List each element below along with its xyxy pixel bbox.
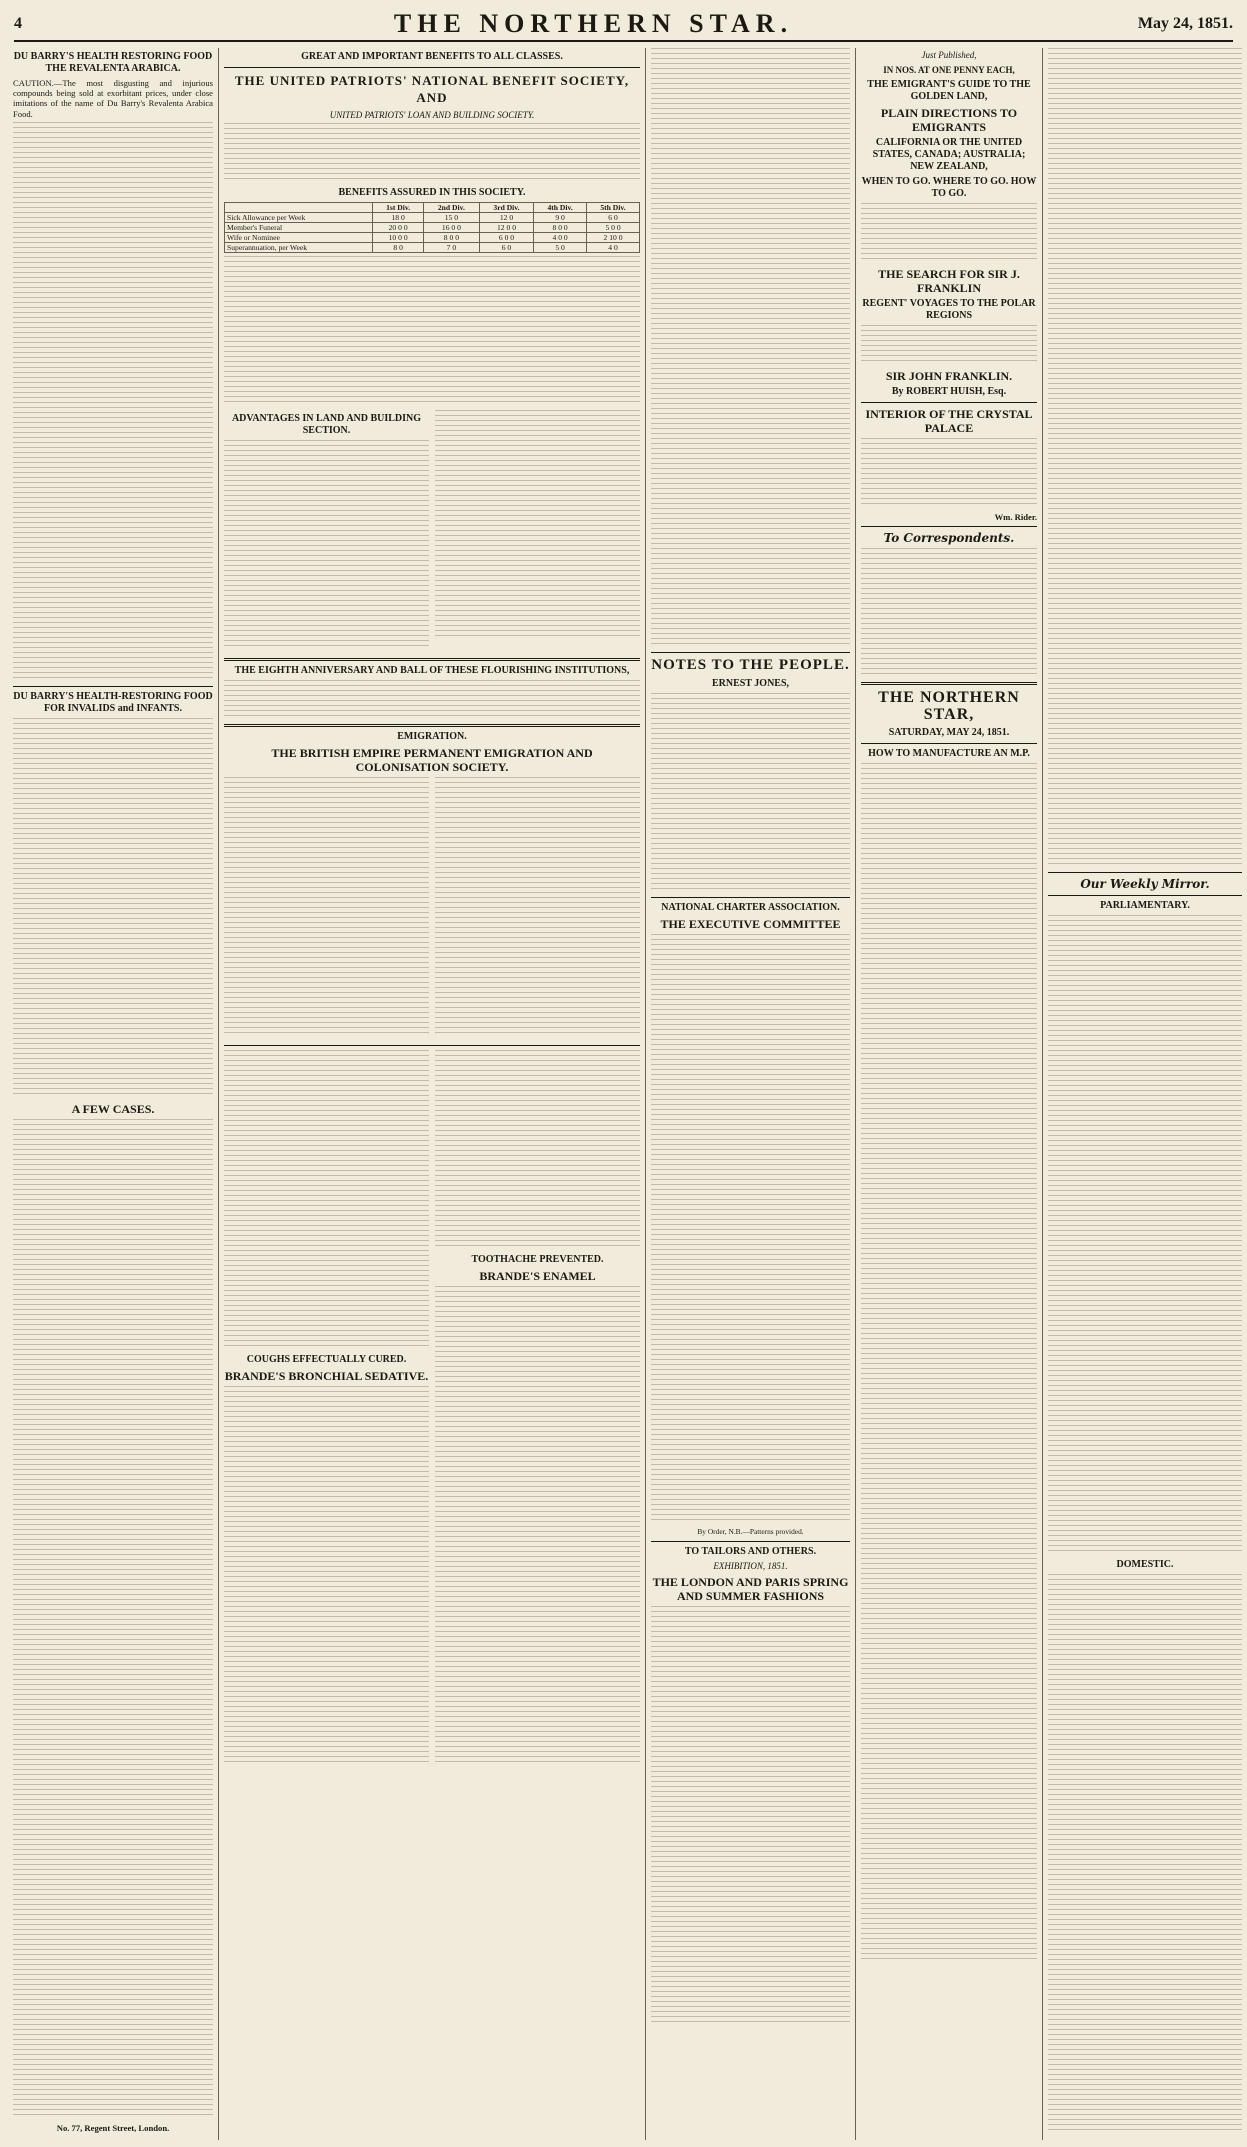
page-number: 4 [14,15,22,32]
franklin-search-title: THE SEARCH FOR SIR J. FRANKLIN [878,267,1020,295]
divider [861,402,1037,403]
when-where-how: WHEN TO GO. WHERE TO GO. HOW TO GO. [861,176,1037,199]
table-cell: 5 0 [534,243,587,253]
advantages-section [224,410,640,654]
table-cell: 8 0 0 [423,233,479,243]
cough-headline: COUGHS EFFECTUALLY CURED. [246,1354,407,1365]
fashions-text [651,1606,850,2026]
cases-text [13,1119,213,2119]
table-cell: 4 0 [587,243,640,253]
just-published: Just Published, [921,50,977,60]
table-cell: 6 0 [479,243,533,253]
table-header-cell: 1st Div. [373,203,424,213]
weekly-mirror-heading: Our Weekly Mirror. [1080,877,1210,891]
parliamentary-heading: PARLIAMENTARY. [1100,900,1190,911]
signed-by-order: By Order, N.B.—Patterns provided. [697,1527,804,1536]
leader-title: HOW TO MANUFACTURE AN M.P. [868,748,1030,760]
divider [651,652,850,653]
column-rule [1042,48,1043,2140]
parliamentary-text [1048,915,1242,1555]
table-header-cell [225,203,373,213]
society-intro-text [224,123,640,183]
table-cell: Member's Funeral [225,223,373,233]
polar-voyages-title: REGENT' VOYAGES TO THE POLAR REGIONS [862,298,1036,321]
masthead [14,8,1233,42]
emigration-society-title: THE BRITISH EMPIRE PERMANENT EMIGRATION AND COLONISATION SOCIETY. [271,746,593,774]
table-header-cell: 5th Div. [587,203,640,213]
issue-date: May 24, 1851. [1137,15,1233,32]
parts-notice: IN NOS. AT ONE PENNY EACH, [883,65,1015,75]
charter-heading: NATIONAL CHARTER ASSOCIATION. [661,902,840,913]
divider [1048,872,1242,873]
table-cell: 16 0 0 [423,223,479,233]
correspondents-heading: To Correspondents. [883,531,1015,546]
divider [861,526,1037,527]
table-header-row [225,203,640,213]
notes-title: NOTES TO THE PEOPLE. [651,657,850,673]
caution-notice: CAUTION.—The most disgusting and injurious compounds being sold at exorbitant prices, under close imitations of the name of Du Barry's Revalenta Arabica Food. [13,78,213,119]
paper-date: SATURDAY, MAY 24, 1851. [888,727,1010,739]
newspaper-title: THE NORTHERN STAR. [393,9,794,38]
leader-article-text [861,763,1037,1963]
benefits-assured-heading: BENEFITS ASSURED IN THIS SOCIETY. [338,187,526,198]
testimonials-text [651,48,850,648]
society-title: THE UNITED PATRIOTS' NATIONAL BENEFIT SOCIETY, AND [234,73,630,105]
testimonials-text [13,122,213,682]
emigration-section [224,777,640,1041]
notes-author: ERNEST JONES, [711,678,790,689]
table-cell: Sick Allowance per Week [225,213,373,223]
tailors-heading: TO TAILORS AND OTHERS. [684,1545,817,1557]
bronchial-title: BRANDE'S BRONCHIAL SEDATIVE. [224,1369,429,1383]
exhibition-heading: EXHIBITION, 1851. [713,1560,788,1571]
divider [224,1045,640,1046]
divider [224,67,640,68]
table-cell: 7 0 [423,243,479,253]
divider [861,743,1037,744]
fashions-title: THE LONDON AND PARIS SPRING AND SUMMER FASHIONS [652,1574,849,1603]
bronchial-text [224,1386,429,1766]
divider [13,686,213,687]
anniversary-headline: THE EIGHTH ANNIVERSARY AND BALL OF THESE FLOURISHING INSTITUTIONS, [234,665,630,676]
meetings-text [651,934,850,1524]
table-cell: 15 0 [423,213,479,223]
table-row [225,213,640,223]
du-barry-food-headline: DU BARRY'S HEALTH-RESTORING FOOD FOR INVALIDS and INFANTS. [13,690,213,714]
column-rule [218,48,219,2140]
franklin-details [861,325,1037,365]
table-row [225,243,640,253]
domestic-text [1048,1574,1242,2134]
testimonial-text [224,1050,429,1350]
emigration-label: EMIGRATION. [397,731,467,742]
notes-contents [651,693,850,893]
food-description-text [13,718,213,1098]
divider [1048,895,1242,896]
society-subtitle: UNITED PATRIOTS' LOAN AND BUILDING SOCIETY. [329,110,535,120]
column-5 [1045,48,1245,2140]
emigration-text [224,777,429,1037]
column-4 [858,48,1040,2140]
table-cell: 8 0 0 [534,223,587,233]
payments-text [224,256,640,406]
cases-heading: A FEW CASES. [71,1101,155,1116]
domestic-heading: DOMESTIC. [1116,1559,1174,1570]
du-barry-headline: DU BARRY'S HEALTH RESTORING FOOD THE REVALENTA ARABICA. [13,51,213,74]
table-header-cell: 3rd Div. [479,203,533,213]
paper-heading: THE NORTHERN STAR, [878,689,1020,724]
destinations: CALIFORNIA OR THE UNITED STATES, CANADA; AUSTRALIA; NEW ZEALAND, [872,137,1026,172]
table-cell: 12 0 0 [479,223,533,233]
crystal-palace-text [861,438,1037,508]
table-cell: 12 0 [479,213,533,223]
column-rule [855,48,856,2140]
table-cell: 20 0 0 [373,223,424,233]
table-cell: 4 0 0 [534,233,587,243]
executive-heading: THE EXECUTIVE COMMITTEE [660,917,841,931]
table-cell: 6 0 0 [479,233,533,243]
table-cell: 18 0 [373,213,424,223]
guide-details [861,203,1037,263]
benefits-headline: GREAT AND IMPORTANT BENEFITS TO ALL CLASSES. [301,51,563,62]
divider [651,897,850,898]
table-cell: Wife or Nominee [225,233,373,243]
table-cell: 5 0 0 [587,223,640,233]
column-rule [645,48,646,2140]
value-shares-text [435,410,640,640]
table-cell: 8 0 [373,243,424,253]
column-1 [10,48,216,2140]
table-cell: 10 0 0 [373,233,424,243]
table-row [225,223,640,233]
emigrants-guide-title: THE EMIGRANT'S GUIDE TO THE GOLDEN LAND, [867,79,1031,102]
table-header-cell: 4th Div. [534,203,587,213]
divider [861,682,1037,685]
crystal-palace-title: INTERIOR OF THE CRYSTAL PALACE [865,407,1033,435]
table-cell: 9 0 [534,213,587,223]
election-article-text [1048,48,1242,868]
column-3 [648,48,853,2140]
enamel-title: BRANDE'S ENAMEL [479,1269,596,1283]
anniversary-text [224,680,640,720]
remedies-section [224,1050,640,1770]
signature: Wm. Rider. [994,512,1037,522]
testimonial-text-2 [435,1050,640,1250]
advantages-heading: ADVANTAGES IN LAND AND BUILDING SECTION. [231,413,422,436]
franklin-author: By ROBERT HUISH, Esq. [891,386,1007,397]
correspondents-text [861,548,1037,678]
divider [651,1541,850,1542]
address-footer: No. 77, Regent Street, London. [56,2122,170,2133]
table-header-cell: 2nd Div. [423,203,479,213]
divider [224,724,640,727]
advantages-text [224,440,429,650]
divider [224,658,640,661]
emigration-terms-text [435,777,640,1037]
table-cell: Superannuation, per Week [225,243,373,253]
table-cell: 2 10 0 [587,233,640,243]
toothache-headline: TOOTHACHE PREVENTED. [471,1254,604,1265]
enamel-text [435,1286,640,1766]
franklin-name: SIR JOHN FRANKLIN. [885,369,1013,383]
benefits-table [224,202,640,253]
table-row [225,233,640,243]
table-cell: 6 0 [587,213,640,223]
plain-directions-title: PLAIN DIRECTIONS TO EMIGRANTS [880,106,1018,134]
column-2 [221,48,643,2140]
